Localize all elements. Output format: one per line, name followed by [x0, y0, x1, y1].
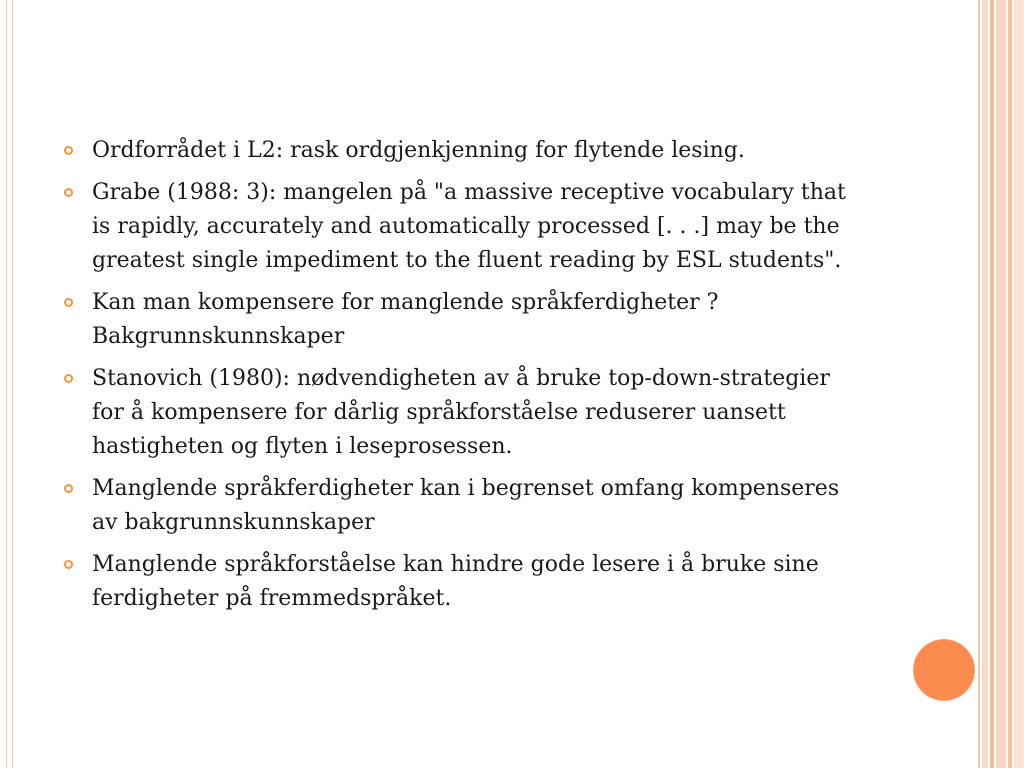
bullet-item [62, 286, 852, 354]
bullet-item [62, 134, 852, 168]
frame-line-left-inner [12, 0, 13, 768]
bullet-ring-icon [64, 188, 73, 197]
decor-stripe [982, 0, 988, 768]
decor-stripe [1014, 0, 1024, 768]
decor-stripe [1008, 0, 1012, 768]
bullet-ring-icon [64, 484, 73, 493]
bullet-item [62, 548, 852, 616]
accent-circle-decoration [914, 640, 974, 700]
bullet-ring-icon [64, 560, 73, 569]
bullet-item [62, 472, 852, 540]
bullet-text: Manglende språkforståelse kan hindre gode lesere i å bruke sine ferdigheter på fremmedspråket. [92, 552, 819, 611]
bullet-text: Manglende språkferdigheter kan i begrenset omfang kompenseres av bakgrunnskunnskaper [92, 476, 840, 535]
decor-stripe [978, 0, 980, 768]
decor-stripe [990, 0, 994, 768]
decor-stripe [996, 0, 1006, 768]
bullet-text: Grabe (1988: 3): mangelen på "a massive receptive vocabulary that is rapidly, accurately and automatically processed [. . .] may be the greatest single impediment to the fluent reading by ESL students". [92, 180, 846, 273]
bullet-text: Kan man kompensere for manglende språkferdigheter ? Bakgrunnskunnskaper [92, 290, 719, 349]
bullet-text: Stanovich (1980): nødvendigheten av å bruke top-down-strategier for å kompensere for dårlig språkforståelse reduserer uansett hastigheten og flyten i leseprosessen. [92, 366, 830, 459]
slide-content [62, 134, 852, 624]
bullet-item [62, 176, 852, 278]
bullet-text: Ordforrådet i L2: rask ordgjenkjenning for flytende lesing. [92, 138, 745, 163]
bullet-item [62, 362, 852, 464]
bullet-ring-icon [64, 146, 73, 155]
bullet-ring-icon [64, 374, 73, 383]
frame-line-left [6, 0, 7, 768]
bullet-ring-icon [64, 298, 73, 307]
bullet-list [62, 134, 852, 616]
